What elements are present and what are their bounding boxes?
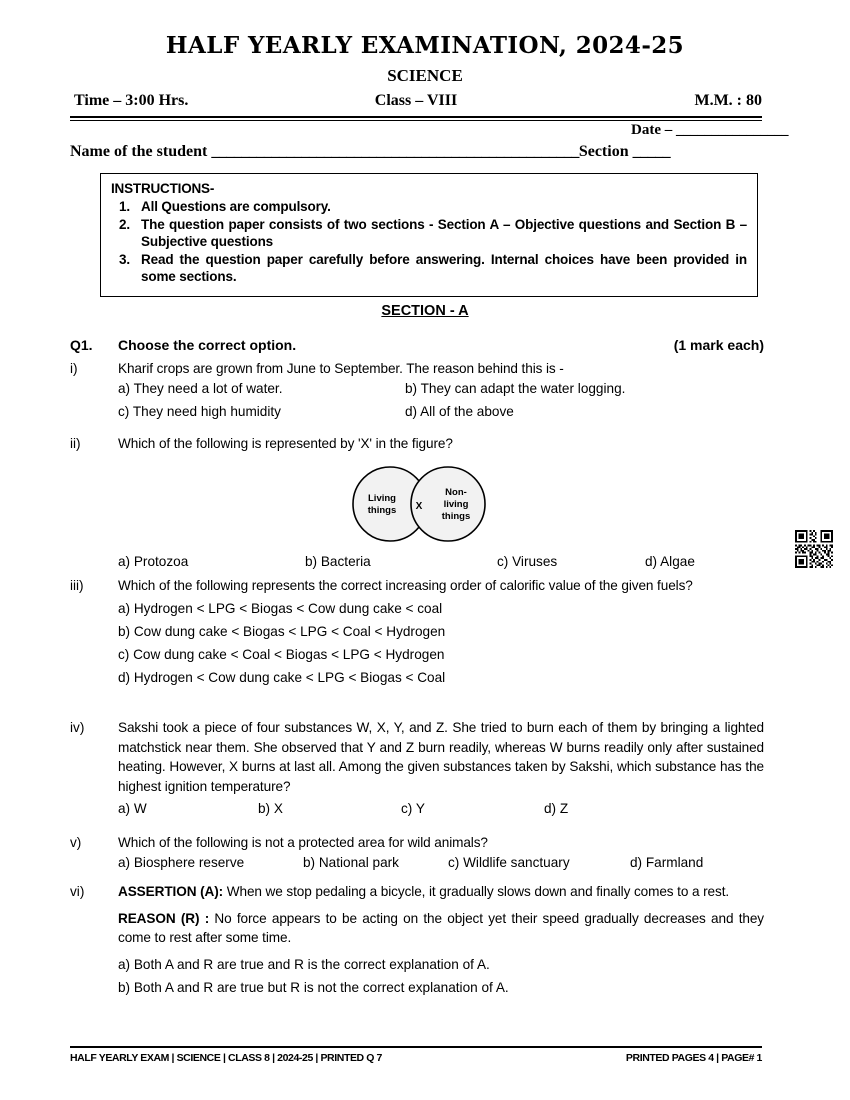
- reason-label: REASON (R) :: [118, 910, 210, 926]
- item-stem: Sakshi took a piece of four substances W, X, Y, and Z. She tried to burn each of them by bringing a lighted matchstick near them. She observed that Y and Z burn readily, whereas W burns readily only after sustained heating. However, X burns at last all. Among the given substances taken by Sakshi, which substance has the highest ignition temperature?: [118, 720, 764, 794]
- item-roman: v): [70, 835, 82, 850]
- question-1-ii: [70, 434, 764, 454]
- date-blank[interactable]: ________________: [676, 122, 788, 138]
- option-c[interactable]: c) Cow dung cake < Coal < Biogas < LPG < Hydrogen: [118, 646, 445, 662]
- instruction-text: Read the question paper carefully before answering. Internal choices have been provided in some sections.: [141, 251, 747, 284]
- venn-right-label-line1: Non-: [445, 487, 467, 498]
- venn-right-label-line2: living: [443, 499, 469, 510]
- header-divider: [70, 116, 762, 121]
- question-1-ii-options: [70, 552, 764, 572]
- option-stack: [118, 955, 764, 1001]
- option-d[interactable]: d) Hydrogen < Cow dung cake < LPG < Biogas < Coal: [118, 669, 446, 685]
- option-d[interactable]: d) Farmland: [630, 854, 704, 870]
- reason-text: No force appears to be acting on the object yet their speed gradually decreases and they come to rest after some time.: [118, 910, 764, 945]
- item-body: [118, 882, 764, 1001]
- instruction-item: [111, 251, 747, 286]
- option-stack: [118, 599, 764, 691]
- option-row: [118, 379, 764, 402]
- instructions-box: [100, 173, 758, 297]
- assertion-text: When we stop pedaling a bicycle, it gradually slows down and finally comes to a rest.: [223, 884, 730, 899]
- option-b[interactable]: b) National park: [303, 854, 399, 870]
- option-c[interactable]: c) Y: [401, 801, 425, 816]
- footer-left-text: HALF YEARLY EXAM | SCIENCE | CLASS 8 | 2024-25 | PRINTED Q 7: [70, 1052, 382, 1064]
- instructions-heading: INSTRUCTIONS-: [111, 181, 215, 196]
- option-row: [118, 402, 764, 425]
- item-stem: Which of the following is not a protected area for wild animals?: [118, 835, 488, 850]
- instruction-number: 1.: [119, 199, 130, 214]
- section-blank[interactable]: _____: [632, 143, 671, 160]
- option-b[interactable]: b) They can adapt the water logging.: [405, 380, 626, 396]
- section-a-heading: [0, 303, 850, 319]
- item-roman: i): [70, 361, 78, 376]
- item-body: [118, 718, 764, 822]
- item-body: [118, 576, 764, 691]
- subject-title: SCIENCE: [387, 66, 463, 85]
- option-d[interactable]: d) All of the above: [405, 403, 514, 419]
- item-roman: iii): [70, 578, 84, 593]
- option-d[interactable]: d) Algae: [645, 554, 695, 569]
- item-roman: vi): [70, 884, 85, 899]
- instructions-list: [111, 198, 747, 286]
- option-a[interactable]: a) Protozoa: [118, 554, 189, 569]
- venn-left-label-line2: things: [367, 505, 397, 516]
- option-b[interactable]: b) Cow dung cake < Biogas < LPG < Coal < Hydrogen: [118, 623, 446, 639]
- option-row: [118, 552, 764, 572]
- instruction-number: 3.: [119, 251, 130, 267]
- item-body: [118, 434, 764, 454]
- option-c[interactable]: c) Wildlife sanctuary: [448, 854, 570, 870]
- instruction-number: 2.: [119, 216, 130, 232]
- option-a[interactable]: a) They need a lot of water.: [118, 380, 283, 396]
- option-a[interactable]: a) Hydrogen < LPG < Biogas < Cow dung cake < coal: [118, 600, 443, 616]
- item-stem: Which of the following represents the correct increasing order of calorific value of the given fuels?: [118, 578, 693, 593]
- venn-right-label-line3: things: [441, 511, 471, 522]
- option-row: [118, 853, 764, 876]
- exam-max-marks: M.M. : 80: [694, 92, 762, 109]
- qr-code-icon: [795, 530, 833, 568]
- assertion-label: ASSERTION (A):: [118, 884, 224, 899]
- question-1-iii: [70, 576, 764, 691]
- question-1-v: [70, 833, 764, 876]
- option-row: [118, 799, 764, 822]
- venn-left-label-line1: Living: [368, 493, 396, 504]
- option-b[interactable]: b) Bacteria: [305, 554, 371, 569]
- exam-meta-row: [70, 92, 762, 112]
- section-label: Section: [578, 143, 633, 160]
- option-c[interactable]: c) They need high humidity: [118, 403, 281, 419]
- option-a[interactable]: a) W: [118, 801, 147, 816]
- option-b[interactable]: b) X: [258, 801, 283, 816]
- option-a[interactable]: a) Both A and R are true and R is the correct explanation of A.: [118, 956, 490, 972]
- venn-diagram: [345, 464, 495, 544]
- date-field: [631, 122, 788, 139]
- instruction-item: [111, 216, 747, 251]
- question-1-iv: [70, 718, 764, 822]
- venn-center-label: X: [415, 501, 423, 512]
- question-1-i: [70, 359, 764, 425]
- section-a-label: SECTION - A: [381, 303, 469, 319]
- assertion-statement: [118, 882, 764, 902]
- question-1-marks: (1 mark each): [673, 337, 764, 353]
- option-a[interactable]: a) Biosphere reserve: [118, 854, 245, 870]
- footer-divider: [70, 1046, 762, 1048]
- question-1-number: Q1.: [70, 337, 93, 353]
- item-roman: ii): [70, 436, 81, 451]
- footer-right-text: PRINTED PAGES 4 | PAGE# 1: [625, 1052, 762, 1064]
- item-roman: iv): [70, 720, 85, 735]
- item-body: [118, 359, 764, 425]
- item-body: [118, 833, 764, 876]
- student-name-blank[interactable]: _________________________________________________: [211, 143, 579, 160]
- item-stem: Kharif crops are grown from June to September. The reason behind this is -: [118, 361, 564, 376]
- student-name-label: Name of the student: [70, 143, 212, 160]
- date-label: Date –: [631, 122, 676, 138]
- item-stem: Which of the following is represented by 'X' in the figure?: [118, 436, 453, 451]
- item-body: [118, 552, 764, 572]
- page-title: HALF YEARLY EXAMINATION, 2024-25: [165, 32, 685, 59]
- exam-class: Class – VIII: [374, 92, 458, 109]
- student-name-field: [70, 143, 770, 161]
- instruction-item: [111, 198, 747, 216]
- option-d[interactable]: d) Z: [544, 801, 569, 816]
- instruction-text: All Questions are compulsory.: [141, 199, 331, 214]
- reason-statement: [118, 909, 764, 948]
- question-1-vi: [70, 882, 764, 1001]
- question-1-title: Choose the correct option.: [118, 337, 297, 353]
- exam-duration: Time – 3:00 Hrs.: [74, 92, 189, 109]
- instruction-text: The question paper consists of two sections - Section A – Objective questions and Section B – Subjective questions: [141, 216, 747, 249]
- option-b[interactable]: b) Both A and R are true but R is not the correct explanation of A.: [118, 979, 509, 995]
- option-c[interactable]: c) Viruses: [497, 554, 558, 569]
